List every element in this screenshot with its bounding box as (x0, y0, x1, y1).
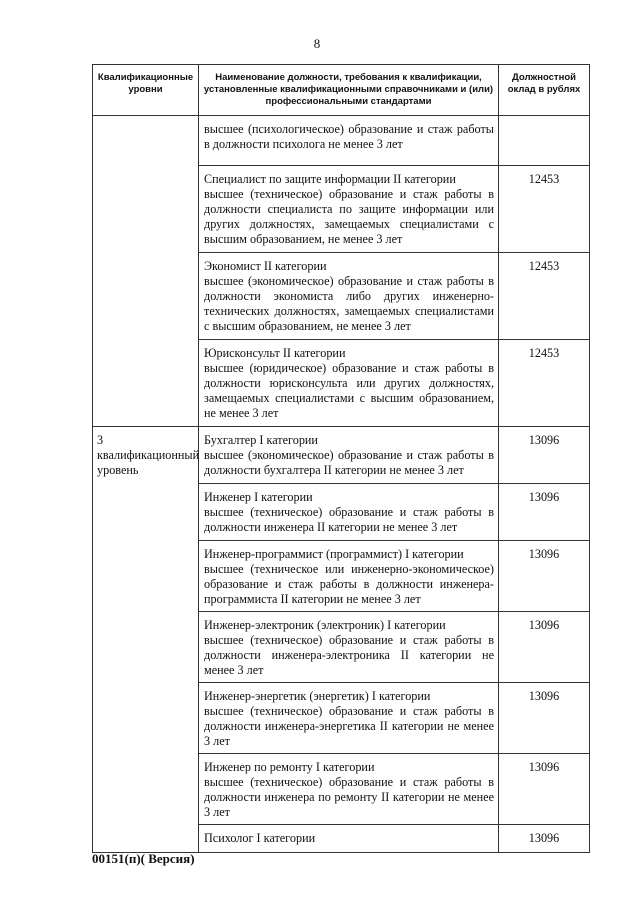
position-title: Инженер-программист (программист) I категории (204, 547, 464, 561)
salary-cell: 13096 (499, 484, 590, 541)
salary-cell: 12453 (499, 166, 590, 253)
table-row (93, 116, 590, 166)
document-id: 00151(п)( Версия) (92, 851, 195, 866)
salary-cell: 13096 (499, 683, 590, 754)
table-row (93, 427, 590, 484)
position-cell (199, 612, 499, 683)
salary-cell: 13096 (499, 754, 590, 825)
requirements-text: высшее (техническое) образование и стаж работы в должности инженера-электроника II категории не менее 3 лет (204, 633, 494, 677)
salary-table (92, 64, 590, 853)
salary-cell (499, 116, 590, 166)
position-title: Психолог I категории (204, 831, 316, 845)
salary-cell: 13096 (499, 612, 590, 683)
level-cell: 3 квалификационный уровень (93, 427, 199, 853)
position-cell (199, 253, 499, 340)
level-cell (93, 116, 199, 427)
salary-cell: 13096 (499, 541, 590, 612)
position-title: Инженер-электроник (электроник) I категории (204, 618, 446, 632)
position-cell (199, 427, 499, 484)
position-cell (199, 683, 499, 754)
position-cell (199, 340, 499, 427)
position-title: Экономист II категории (204, 259, 327, 273)
requirements-text: высшее (психологическое) образование и стаж работы в должности психолога не менее 3 лет (204, 122, 494, 151)
position-title: Инженер по ремонту I категории (204, 760, 375, 774)
salary-cell: 13096 (499, 825, 590, 853)
position-title: Бухгалтер I категории (204, 433, 318, 447)
page-number: 8 (313, 36, 321, 51)
requirements-text: высшее (юридическое) образование и стаж работы в должности юрисконсульта или других должностях, замещаемых специалистами с высшим образованием, не менее 3 лет (204, 361, 494, 420)
position-cell (199, 484, 499, 541)
header-levels: Квалификационные уровни (93, 65, 199, 116)
requirements-text: высшее (техническое или инженерно-экономическое) образование и стаж работы в должности инженера-программиста II категории не менее 3 лет (204, 562, 494, 606)
position-title: Инженер-энергетик (энергетик) I категории (204, 689, 431, 703)
position-title: Специалист по защите информации II категории (204, 172, 456, 186)
header-salary: Должностной оклад в рублях (499, 65, 590, 116)
position-cell (199, 825, 499, 853)
position-title: Инженер I категории (204, 490, 313, 504)
position-cell (199, 166, 499, 253)
position-cell (199, 754, 499, 825)
salary-cell: 12453 (499, 253, 590, 340)
requirements-text: высшее (техническое) образование и стаж работы в должности инженера II категории не менее 3 лет (204, 505, 494, 534)
requirements-text: высшее (техническое) образование и стаж работы в должности инженера по ремонту II категории не менее 3 лет (204, 775, 494, 819)
requirements-text: высшее (экономическое) образование и стаж работы в должности экономиста либо других инженерно-технических должностях, замещаемых специалистами с высшим образованием, не менее 3 лет (204, 274, 494, 333)
table-header-row (93, 65, 590, 116)
position-title: Юрисконсульт II категории (204, 346, 346, 360)
header-position: Наименование должности, требования к квалификации, установленные квалификационными справочниками и (или) профессиональными стандартами (199, 65, 499, 116)
requirements-text: высшее (техническое) образование и стаж работы в должности специалиста по защите информации или других должностях, замещаемых специалистами с высшим образованием, не менее 3 лет (204, 187, 494, 246)
salary-cell: 12453 (499, 340, 590, 427)
position-cell (199, 541, 499, 612)
requirements-text: высшее (техническое) образование и стаж работы в должности инженера-энергетика II категории не менее 3 лет (204, 704, 494, 748)
requirements-text: высшее (экономическое) образование и стаж работы в должности бухгалтера II категории не менее 3 лет (204, 448, 494, 477)
salary-cell: 13096 (499, 427, 590, 484)
position-cell (199, 116, 499, 166)
